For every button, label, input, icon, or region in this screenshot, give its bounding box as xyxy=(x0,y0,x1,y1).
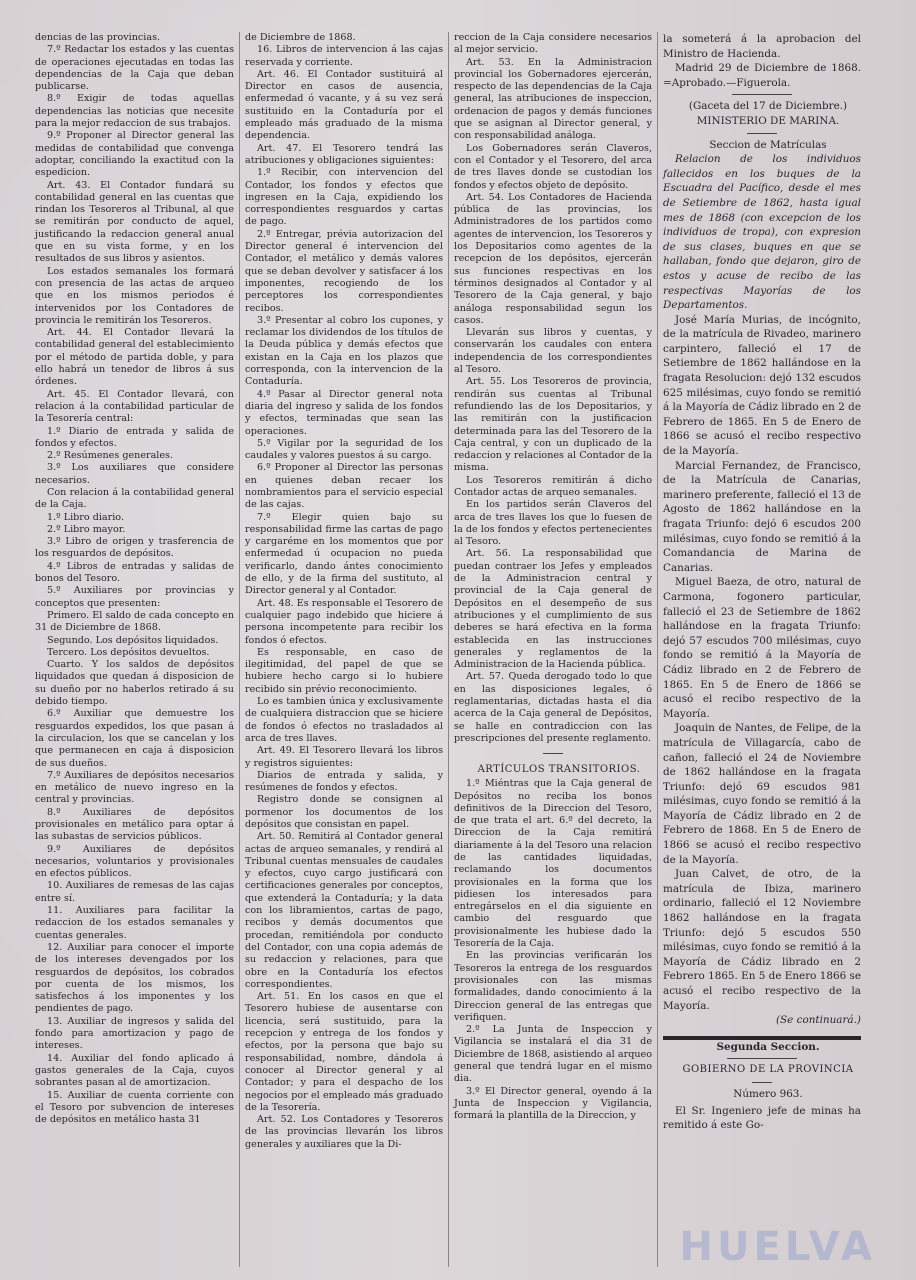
ingeniero-paragraph: El Sr. Ingeniero jefe de minas ha remitido á este Go- xyxy=(663,1104,861,1132)
relacion-intro: Relacion de los individuos fallecidos en los buques de la Escuadra del Pacífico, desde el mes de Setiembre de 1862, hasta igual mes de 1868 (con excepcion de los individuos de tropa), con expresion de sus clases, buques en que se hallaban, fondo que dejaron, giro de estos y acuse de recibo de las respectivas Mayorías de los Departamentos. xyxy=(663,153,861,312)
article-paragraph: Art. 55. Los Tesoreros de provincia, rendirán sus cuentas al Tribunal refundiendo las de los Depositarios, y las remitirán con la justificacion determinada para las del Tesorero de la Caja central, y con un duplicado de la redaccion y relaciones al Contador de la misma. xyxy=(454,376,652,474)
transitory-articles-heading: ARTÍCULOS TRANSITORIOS. xyxy=(477,764,641,776)
article-paragraph: 3.º Libro de origen y trasferencia de los resguardos de depósitos. xyxy=(35,536,234,560)
seccion-heading: Seccion de Matrículas xyxy=(709,138,827,151)
article-paragraph: Art. 49. El Tesorero llevará los libros y registros siguientes: xyxy=(245,745,443,769)
article-paragraph: Diarios de entrada y salida, y resúmenes de fondos y efectos. xyxy=(245,769,443,794)
section-divider xyxy=(727,1058,797,1059)
article-paragraph: 4.º Pasar al Director general nota diaria del ingreso y salida de los fondos y efectos, terminadas que sean las operaciones. xyxy=(245,388,443,437)
article-paragraph: Art. 51. En los casos en que el Tesorero hubiese de ausentarse con licencia, será sustituido, para la recepcion y entrega de los fondos y efectos, por la persona que bajo su responsabilidad, nombre, dándola á conocer al Director general y al Contador; y para el despacho de los negocios por el empleado más graduado de la Tesorería. xyxy=(245,991,443,1113)
column-2 xyxy=(239,32,448,1267)
article-paragraph: Tercero. Los depósitos devueltos. xyxy=(47,646,210,658)
article-paragraph: Art. 48. Es responsable el Tesorero de cualquier pago indebido que hiciere á persona incompetente para recibir los fondos ó efectos. xyxy=(245,597,443,646)
gobierno-heading: GOBIERNO DE LA PROVINCIA xyxy=(682,1064,854,1076)
article-paragraph: Con relacion á la contabilidad general de la Caja. xyxy=(35,486,234,511)
transitory-paragraph: 2.º La Junta de Inspeccion y Vigilancia se instalará el dia 31 de Diciembre de 1868, asistiendo al arqueo general que tendrá lugar en el mismo dia. xyxy=(454,1024,652,1085)
article-paragraph: Art. 44. El Contador llevará la contabilidad general del establecimiento por el método de partida doble, y para ello habrá un tenedor de libros á sus órdenes. xyxy=(35,327,234,388)
column-4 xyxy=(657,32,866,1267)
article-paragraph: 2.º Libro mayor. xyxy=(47,523,126,535)
article-paragraph: 6.º Proponer al Director las personas en quienes deban recaer los nombramientos para el servicio especial de las cajas. xyxy=(245,462,443,511)
article-paragraph: Art. 50. Remitirá al Contador general actas de arqueo semanales, y rendirá al Tribunal cuentas mensuales de caudales y efectos, cuyo cargo justificará con certificaciones generales por conceptos, que extenderá la Contaduría; y la data con los libramientos, cartas de pago, recibos y demás documentos que procedan, remitiéndola por conducto del Contador, con una copia además de su redaccion y relaciones, para que obre en la Contaduría los efectos correspondientes. xyxy=(245,831,443,990)
article-paragraph: Art. 43. El Contador fundará su contabilidad general en las cuentas que rindan los Tesoreros al Tribunal, al que se remitirán por conducto de aquel, justificando la redaccion general anual que en su vista forme, y en los resultados de sus libros y asientos. xyxy=(35,179,234,265)
section-divider xyxy=(752,1082,772,1083)
gaceta-citation: (Gaceta del 17 de Diciembre.) xyxy=(688,100,848,113)
article-paragraph: dencias de las provincias. xyxy=(35,32,161,43)
transitory-paragraph: 3.º El Director general, oyendo á la Junta de Inspeccion y Vigilancia, formará la plantilla de la Direccion, y xyxy=(454,1085,652,1122)
article-paragraph: Los Gobernadores serán Claveros, con el Contador y el Tesorero, del arca de tres llaves donde se custodian los fondos y efectos objeto de depósito. xyxy=(454,142,652,191)
section-divider xyxy=(732,94,792,95)
article-paragraph: 11. Auxiliares para facilitar la redaccion de los estados semanales y cuentas generales. xyxy=(35,905,234,941)
article-paragraph: 7.º Elegir quien bajo su responsabilidad firme las cartas de pago y cargaréme en los momentos que por enfermedad ú ocupacion no pueda verificarlo, dando ántes conocimiento de ello, y de la firma del sustituto, al Director general y al Contador. xyxy=(245,511,443,597)
article-paragraph: Art. 53. En la Administracion provincial los Gobernadores ejercerán, respecto de las dependencias de la Caja general, las atribuciones de inspeccion, ordenacion de pagos y demás funciones que se asignan al Director general, y con responsabilidad análoga. xyxy=(454,56,652,142)
column-1 xyxy=(30,32,239,1267)
article-paragraph: 2.º Entregar, prévia autorizacion del Director general é intervencion del Contador, el metálico y demás valores que se deban devolver y satisfacer á los imponentes, recogiendo de los perceptores los correspondientes recibos. xyxy=(245,228,443,314)
deceased-entry: Juan Calvet, de otro, de la matrícula de Ibiza, marinero ordinario, falleció el 12 Noviembre 1862 hallándose en la fragata Triunfo: dejó 5 escudos 550 milésimas, cuyo fondo se remitió á la Mayoría de Cádiz librado en 2 Febrero 1865. En 5 de Enero 1866 se acusó el recibo respectivo de la Mayoría. xyxy=(663,868,861,1012)
article-paragraph: 1.º Recibir, con intervencion del Contador, los fondos y efectos que ingresen en la Caja, expidiendo los correspondientes resguardos y cartas de pago. xyxy=(245,167,443,228)
article-paragraph: 3.º Presentar al cobro los cupones, y reclamar los dividendos de los títulos de la Deuda pública y demás efectos que existan en la Caja en los plazos que corresponda, con la intervencion de la Contaduría. xyxy=(245,314,443,388)
continuara-note: (Se continuará.) xyxy=(776,1014,861,1027)
article-paragraph: 14. Auxiliar del fondo aplicado á gastos generales de la Caja, cuyos sobrantes pasan al de amortizacion. xyxy=(35,1052,234,1089)
article-paragraph: Primero. El saldo de cada concepto en 31 de Diciembre de 1868. xyxy=(35,609,234,634)
article-paragraph: 4.º Libros de entradas y salidas de bonos del Tesoro. xyxy=(35,560,234,585)
article-paragraph: Madrid 29 de Diciembre de 1868. =Aprobado.—Figuerola. xyxy=(663,62,861,89)
article-paragraph: 9.º Proponer al Director general las medidas de contabilidad que convenga adoptar, conciliando la exactitud con la espedicion. xyxy=(35,130,234,179)
article-paragraph: Segundo. Los depósitos liquidados. xyxy=(47,634,219,646)
article-paragraph: Art. 45. El Contador llevará, con relacion á la contabilidad particular de la Tesorería central: xyxy=(35,388,234,425)
ministerio-heading: MINISTERIO DE MARINA. xyxy=(696,114,840,127)
article-paragraph: Llevarán sus libros y cuentas, y conservarán los caudales con entera independencia de los correspondientes al Tesoro. xyxy=(454,327,652,376)
article-paragraph: 16. Libros de intervencion á las cajas reservada y corriente. xyxy=(245,44,443,68)
article-paragraph: 7.º Auxiliares de depósitos necesarios en metálico de nuevo ingreso en la central y provincias. xyxy=(35,769,234,806)
section-divider xyxy=(747,133,777,134)
deceased-entry: José María Murias, de incógnito, de la matrícula de Rivadeo, marinero carpintero, falleció el 17 de Setiembre de 1862 hallándose en la fragata Resolucion: dejó 132 escudos 625 milésimas, cuyo fondo se remitió á la Mayoría de Cádiz librado en 2 de Febrero de 1865. En 5 de Enero de 1866 se acusó el recibo respectivo de la Mayoría. xyxy=(663,313,861,458)
article-paragraph: Art. 47. El Tesorero tendrá las atribuciones y obligaciones siguientes: xyxy=(245,142,443,166)
article-paragraph: 1.º Diario de entrada y salida de fondos y efectos. xyxy=(35,425,234,449)
transitory-paragraph: En las provincias verificarán los Tesoreros la entrega de los resguardos provisionales con las mismas formalidades, dando conocimiento á la Direccion general de las entregas que verifiquen. xyxy=(454,950,652,1023)
article-paragraph: Los Tesoreros remitirán á dicho Contador actas de arqueo semanales. xyxy=(454,474,652,498)
column-3 xyxy=(448,32,657,1267)
segunda-seccion-heading: Segunda Seccion. xyxy=(716,1040,820,1053)
section-divider xyxy=(543,753,563,754)
article-paragraph: Los estados semanales los formará con presencia de las actas de arqueo que en los mismos periodos é intervenidos por los Contadores de provincia le remitirán los Tesoreros. xyxy=(35,265,234,326)
transitory-paragraph: 1.º Miéntras que la Caja general de Depósitos no reciba los bonos definitivos de la Direccion del Tesoro, de que trata el art. 6.º del decreto, la Direccion de la Caja remitirá diariamente á la del Tesoro una relacion de las cantidades liquidadas, reclamando los documentos provisionales en la forma que los pidiesen los interesados para entregárselos en el dia siguiente en cambio del resguardo que provisionalmente les hubiese dado la Tesorería de la Caja. xyxy=(454,778,652,950)
article-paragraph: 8.º Auxiliares de depósitos provisionales en metálico para optar á las subastas de servicios públicos. xyxy=(35,806,234,843)
article-paragraph: 8.º Exigir de todas aquellas dependencias las noticias que necesite para la mejor redaccion de sus trabajos. xyxy=(35,93,234,130)
numero-label: Número 963. xyxy=(733,1087,803,1100)
article-paragraph: 3.º Los auxiliares que considere necesarios. xyxy=(35,462,234,486)
article-paragraph: 5.º Auxiliares por provincias y conceptos que presenten: xyxy=(35,585,234,609)
article-paragraph: Art. 52. Los Contadores y Tesoreros de las provincias llevarán los libros generales y auxiliares que la Di- xyxy=(245,1114,443,1150)
article-paragraph: En los partidos serán Claveros del arca de tres llaves los que lo fuesen de la de los fondos y efectos pertenecientes al Tesoro. xyxy=(454,499,652,548)
article-paragraph: 15. Auxiliar de cuenta corriente con el Tesoro por subvencion de intereses de depósitos en metálico hasta 31 xyxy=(35,1089,234,1126)
article-paragraph: 6.º Auxiliar que demuestre los resguardos expedidos, los que pasan á la circulacion, los que se cancelan y los que permanecen en caja á disposicion de sus dueños. xyxy=(35,708,234,769)
article-paragraph: 10. Auxiliares de remesas de las cajas entre sí. xyxy=(35,880,234,904)
archive-watermark: HUELVA xyxy=(679,1224,876,1270)
article-paragraph: Lo es tambien única y exclusivamente de cualquiera distraccion que se hiciere de fondos ó efectos no trasladados al arca de tres llaves. xyxy=(245,696,443,744)
article-paragraph: 2.º Resúmenes generales. xyxy=(47,450,174,462)
deceased-entry: Joaquin de Nantes, de Felipe, de la matrícula de Villagarcía, cabo de cañon, falleció el 24 de Noviembre de 1862 hallándose en la fragata Triunfo: dejó 69 escudos 981 milésimas, cuyo fondo se remitió á la Mayoría de Cádiz librado en 2 de Febrero de 1868. En 5 de Enero de 1866 se acusó el recibo respectivo de la Mayoría. xyxy=(663,722,861,866)
article-paragraph: 7.º Redactar los estados y las cuentas de operaciones ejecutadas en todas las dependencias de la Caja que deban publicarse. xyxy=(35,44,234,93)
article-paragraph: 5.º Vigilar por la seguridad de los caudales y valores puestos á su cargo. xyxy=(245,437,443,462)
deceased-entry: Miguel Baeza, de otro, natural de Carmona, fogonero particular, falleció el 23 de Setiembre de 1862 hallándose en la fragata Triunfo: dejó 57 escudos 700 milésimas, cuyo fondo se remitió á la Mayoría de Cádiz librado en 2 de Febrero de 1865. En 5 de Enero de 1866 se acusó el recibo respectivo de la Mayoría. xyxy=(663,576,861,720)
article-paragraph: Art. 46. El Contador sustituirá al Director en casos de ausencia, enfermedad ó vacante, y á su vez será sustituido en la Contaduría por el empleado más graduado de la misma dependencia. xyxy=(245,68,443,142)
article-paragraph: 13. Auxiliar de ingresos y salida del fondo para amortizacion y pago de intereses. xyxy=(35,1015,234,1052)
article-paragraph: 9.º Auxiliares de depósitos necesarios, voluntarios y provisionales en efectos públicos. xyxy=(35,843,234,880)
article-paragraph: reccion de la Caja considere necesarios al mejor servicio. xyxy=(454,32,652,56)
article-paragraph: Art. 57. Queda derogado todo lo que en las disposiciones legales, ó reglamentarias, dictadas hasta el dia acerca de la Caja general de Depósitos, se halle en contradiccion con las prescripciones del presente reglamento. xyxy=(454,671,652,744)
deceased-entry: Marcial Fernandez, de Francisco, de la Matrícula de Canarias, marinero preferente, falleció el 13 de Agosto de 1862 hallándose en la fragata Triunfo: dejó 6 escudos 200 milésimas, cuyo fondo se remitió á la Comandancia de Marina de Canarias. xyxy=(663,459,861,574)
article-paragraph: de Diciembre de 1868. xyxy=(245,32,356,43)
article-paragraph: Cuarto. Y los saldos de depósitos liquidados que quedan á disposicion de su dueño por no haberlos retirado á su debido tiempo. xyxy=(35,659,234,708)
article-paragraph: Registro donde se consignen al pormenor los documentos de los depósitos que consistan en papel. xyxy=(245,794,443,830)
article-paragraph: 12. Auxiliar para conocer el importe de los intereses devengados por los resguardos de depósitos, los cobrados por cuenta de los mismos, los satisfechos á los imponentes y los pendientes de pago. xyxy=(35,941,234,1015)
article-paragraph: la someterá á la aprobacion del Ministro de Hacienda. xyxy=(663,33,861,60)
article-paragraph: 1.º Libro diario. xyxy=(47,511,124,523)
article-paragraph: Art. 56. La responsabilidad que puedan contraer los Jefes y empleados de la Administracion central y provincial de la Caja general de Depósitos en el desempeño de sus atribuciones y el cumplimiento de sus deberes se hará efectiva en la forma establecida en las instrucciones generales y reglamentos de la Administracion de la Hacienda pública. xyxy=(454,548,652,671)
article-paragraph: Es responsable, en caso de ilegitimidad, del papel de que se hubiere hecho cargo si lo hubiere recibido sin prévio reconocimiento. xyxy=(245,646,443,695)
article-paragraph: Art. 54. Los Contadores de Hacienda pública de las provincias, los Administradores de los partidos como agentes de intervencion, los Tesoreros y los Depositarios como agentes de la recepcion de los depósitos, ejercerán sus funciones respectivas en los términos designados al Contador y al Tesorero de la Caja general, y bajo análoga responsabilidad segun los casos. xyxy=(454,191,652,326)
